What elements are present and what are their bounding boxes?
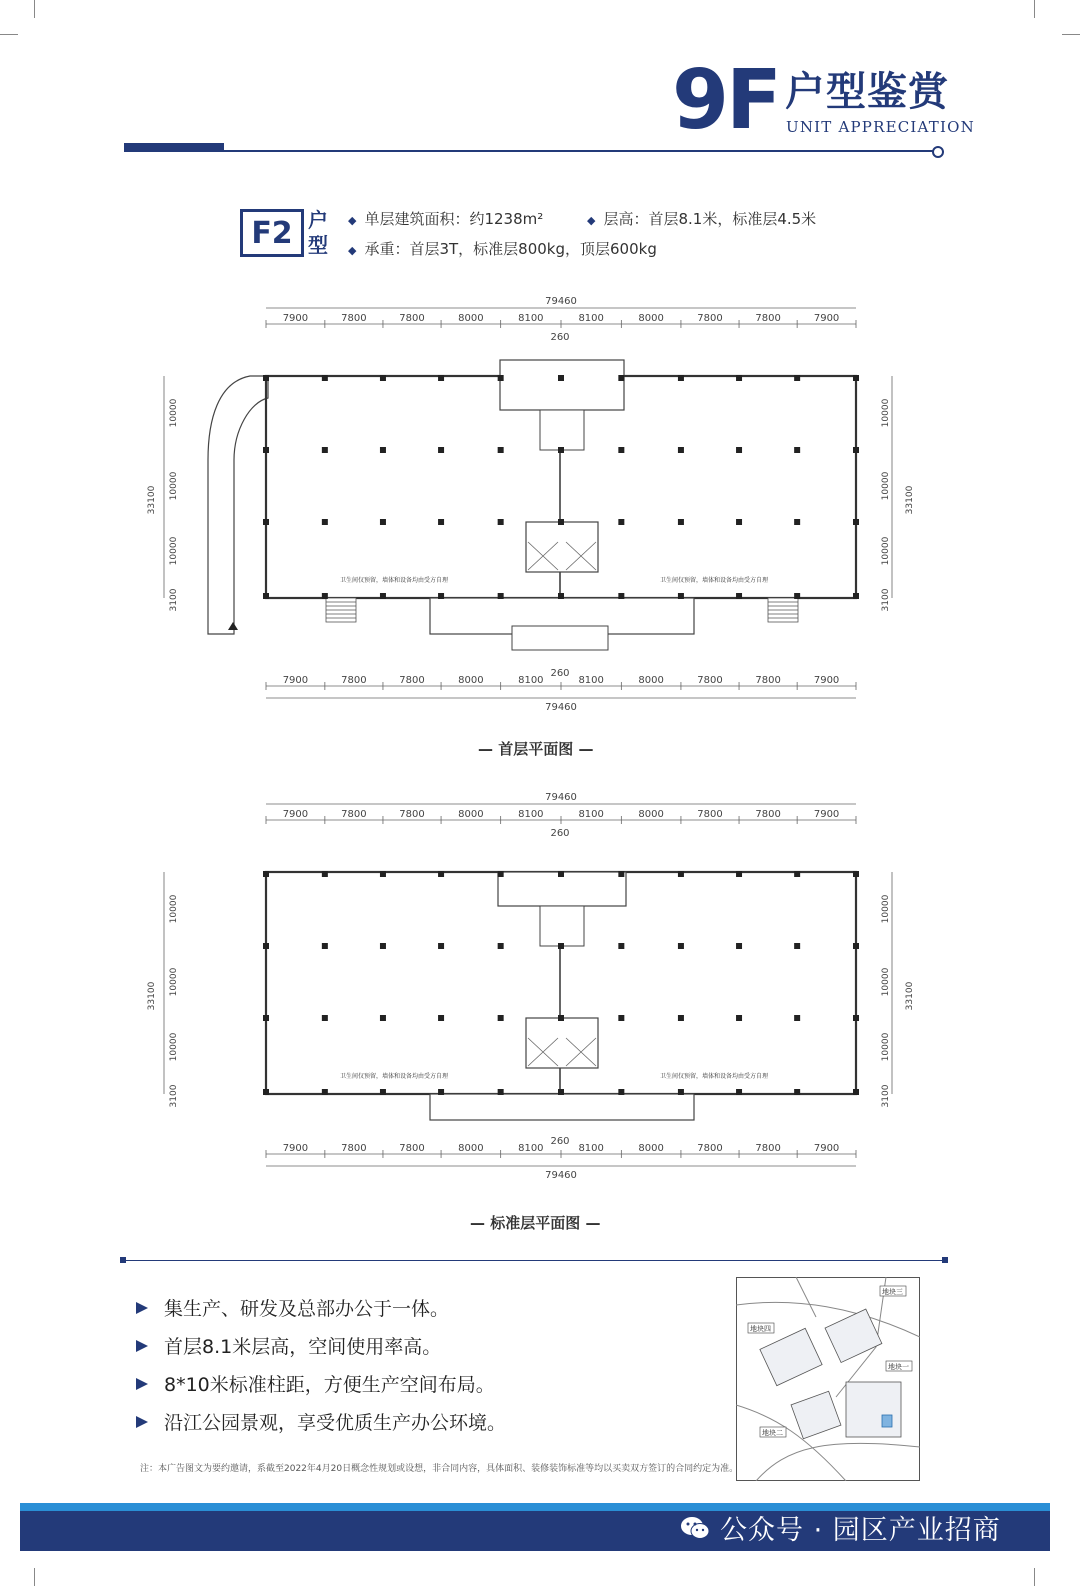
column [438,1089,444,1095]
core-top [498,872,626,906]
dimension-label: 7800 [697,675,723,686]
crop-mark [1062,34,1080,35]
column [558,1015,564,1021]
ground-plan-caption: — 首层平面图 — [478,740,594,758]
triangle-bullet-icon [136,1340,148,1352]
column [794,375,800,381]
gap-label: 260 [550,1136,570,1147]
dimension-label: 7800 [755,313,781,324]
side-dimension-label: 10000 [881,894,891,924]
column [853,871,859,877]
feature-item: 集生产、研发及总部办公于一体。 [136,1294,449,1321]
side-dimension-label: 10000 [881,1032,891,1062]
feature-item: 沿江公园景观，享受优质生产办公环境。 [136,1408,506,1435]
column [794,1089,800,1095]
column [322,943,328,949]
column [794,593,800,599]
column [322,1089,328,1095]
dimension-label: 8000 [458,313,484,324]
wechat-icon [680,1515,710,1541]
column [678,1015,684,1021]
header-rule [224,150,933,152]
column [853,375,859,381]
column [498,1089,504,1095]
crop-mark [1034,0,1035,18]
column [380,943,386,949]
column [618,943,624,949]
column [558,447,564,453]
elevator-top [540,906,584,946]
crop-mark [34,1568,35,1586]
elevator-top [540,410,584,450]
ground-plan-drawing [208,360,859,650]
dimension-label: 7800 [755,1143,781,1154]
gap-label: 260 [550,828,570,839]
column [794,447,800,453]
dimension-label: 8100 [578,675,604,686]
column [736,519,742,525]
total-width-label: 79460 [545,296,577,307]
column [853,519,859,525]
dimension-label: 7800 [697,809,723,820]
column [794,943,800,949]
total-width-label: 79460 [545,792,577,803]
column [736,943,742,949]
column [322,593,328,599]
column [263,375,269,381]
note-left: 卫生间仅预留，墙体和设备均由受方自理 [340,1073,449,1080]
dimension-label: 8100 [518,809,544,820]
column [498,1015,504,1021]
triangle-bullet-icon [136,1378,148,1390]
column [498,943,504,949]
crop-mark [1034,1568,1035,1586]
column [618,1015,624,1021]
crop-mark [34,0,35,18]
column [263,943,269,949]
map-label-plot4: 地块四 [750,1325,771,1333]
column [853,447,859,453]
column [853,943,859,949]
column [498,871,504,877]
floors-title: 9F [672,53,780,148]
column [558,943,564,949]
column [380,375,386,381]
divider-end-square [942,1257,948,1263]
spec-height: ◆ 层高：首层8.1米，标准层4.5米 [587,210,817,228]
dimension-label: 8000 [638,1143,664,1154]
column [794,871,800,877]
dimension-label: 7800 [399,809,425,820]
total-depth-label: 33100 [905,981,915,1011]
dimension-label: 8000 [458,809,484,820]
triangle-bullet-icon [136,1302,148,1314]
column [263,871,269,877]
column [853,1015,859,1021]
unit-code-badge: F2 [240,209,304,257]
side-dimension-label: 10000 [169,536,179,566]
dimension-label: 7800 [399,313,425,324]
map-label-plot3: 地块三 [882,1288,903,1296]
column [736,871,742,877]
crop-mark [0,34,18,35]
column [618,375,624,381]
column [380,519,386,525]
column [736,375,742,381]
total-depth-label: 33100 [905,485,915,515]
header-rule-end-circle [932,146,944,158]
ground-floor-plan [140,290,940,730]
dimension-label: 8000 [458,1143,484,1154]
section-title-cn: 户型鉴赏 [785,69,949,115]
column [794,1015,800,1021]
column [322,447,328,453]
side-dimension-label: 3100 [169,588,179,612]
column [322,1015,328,1021]
total-width-label: 79460 [545,702,577,713]
section-title-en: UNIT APPRECIATION [786,118,975,136]
standard-floor-plan [140,786,940,1206]
dimension-lines [147,792,915,1181]
column [853,593,859,599]
column [498,375,504,381]
column [678,447,684,453]
side-dimension-label: 10000 [169,471,179,501]
footer-watermark: 公众号 · 园区产业招商 [680,1508,1001,1547]
column [380,1089,386,1095]
column [263,1015,269,1021]
column [678,593,684,599]
dimension-label: 7900 [813,809,840,820]
side-dimension-label: 10000 [881,536,891,566]
dimension-label: 7800 [399,1143,425,1154]
column [438,871,444,877]
dimension-label: 7900 [282,675,309,686]
dimension-label: 7900 [282,1143,309,1154]
dimension-label: 8100 [578,1143,604,1154]
column [438,1015,444,1021]
gap-label: 260 [550,668,570,679]
column [322,519,328,525]
column [618,1089,624,1095]
stair-right [768,598,798,622]
dimension-label: 8100 [518,675,544,686]
side-dimension-label: 10000 [169,967,179,997]
map-label-plot2: 地块二 [762,1429,783,1437]
column [380,871,386,877]
side-dimension-label: 10000 [881,967,891,997]
dimension-label: 7900 [813,1143,840,1154]
site-map-frame [737,1278,920,1481]
column [618,593,624,599]
column [618,871,624,877]
dimension-label: 8000 [638,809,664,820]
stair-left [326,598,356,622]
column [618,447,624,453]
column [498,519,504,525]
column [498,447,504,453]
dimension-label: 7800 [341,675,367,686]
column [558,871,564,877]
dimension-label: 7900 [813,675,840,686]
column [380,447,386,453]
highlighted-building [882,1415,892,1427]
side-dimension-label: 10000 [881,398,891,428]
side-dimension-label: 3100 [881,1084,891,1108]
section-divider [124,1260,944,1261]
core-middle [526,1018,598,1068]
column [380,593,386,599]
dimension-label: 7900 [282,809,309,820]
side-dimension-label: 10000 [881,471,891,501]
spec-load: ◆ 承重：首层3T，标准层800kg，顶层600kg [348,240,657,258]
gap-label: 260 [550,332,570,343]
column [438,519,444,525]
standard-plan-caption: — 标准层平面图 — [470,1214,601,1232]
standard-plan-drawing [263,871,859,1120]
ramp-outline [208,376,268,634]
ramp-arrow-icon [228,622,238,630]
dimension-label: 8000 [458,675,484,686]
column [678,1089,684,1095]
triangle-bullet-icon [136,1416,148,1428]
unit-type-label: 户型 [308,208,328,257]
dimension-label: 7800 [341,313,367,324]
column [736,593,742,599]
total-depth-label: 33100 [147,981,157,1011]
column [736,447,742,453]
dimension-label: 7900 [282,313,309,324]
column [618,519,624,525]
column [558,593,564,599]
dimension-label: 8100 [578,809,604,820]
dimension-label: 7800 [697,1143,723,1154]
dimension-label: 7800 [697,313,723,324]
column [438,593,444,599]
note-left: 卫生间仅预留，墙体和设备均由受方自理 [340,577,449,584]
diamond-bullet-icon: ◆ [348,244,357,257]
core-middle [526,522,598,572]
column [558,519,564,525]
core-top [500,360,624,410]
dimension-label: 8000 [638,675,664,686]
dimension-label: 7800 [755,675,781,686]
note-right: 卫生间仅预留，墙体和设备均由受方自理 [660,1073,769,1080]
column [263,1089,269,1095]
dimension-label: 7800 [341,809,367,820]
column [794,519,800,525]
column [678,943,684,949]
column [380,1015,386,1021]
column [678,375,684,381]
side-dimension-label: 10000 [169,1032,179,1062]
column [736,1089,742,1095]
dimension-label: 8100 [518,313,544,324]
column [438,943,444,949]
column [558,375,564,381]
column [736,1015,742,1021]
feature-item: 首层8.1米层高，空间使用率高。 [136,1332,441,1359]
map-label-plot1: 地块一 [888,1363,909,1371]
feature-item: 8*10米标准柱距，方便生产空间布局。 [136,1370,495,1397]
column [263,519,269,525]
dimension-label: 8000 [638,313,664,324]
side-dimension-label: 10000 [169,894,179,924]
column [263,447,269,453]
total-width-label: 79460 [545,1170,577,1181]
dimension-label: 7800 [755,809,781,820]
column [438,375,444,381]
dimension-label: 7800 [399,675,425,686]
lobby-bottom [430,1094,694,1120]
column [678,871,684,877]
total-depth-label: 33100 [147,485,157,515]
column [322,871,328,877]
side-dimension-label: 10000 [169,398,179,428]
column [853,1089,859,1095]
entrance [512,626,608,650]
dimension-label: 7800 [341,1143,367,1154]
dimension-label: 8100 [518,1143,544,1154]
dimension-label: 7900 [813,313,840,324]
side-dimension-label: 3100 [169,1084,179,1108]
spec-area: ◆ 单层建筑面积：约1238m² [348,210,544,228]
diamond-bullet-icon: ◆ [348,214,357,227]
column [438,447,444,453]
column [263,593,269,599]
column [498,593,504,599]
column [558,1089,564,1095]
note-right: 卫生间仅预留，墙体和设备均由受方自理 [660,577,769,584]
disclaimer: 注：本广告图文为要约邀请，系截至2022年4月20日概念性规划或设想，非合同内容，具体面积、装修装饰标准等均以买卖双方签订的合同约定为准。 [140,1464,739,1474]
column [678,519,684,525]
dimension-label: 8100 [578,313,604,324]
column [322,375,328,381]
diamond-bullet-icon: ◆ [587,214,596,227]
site-map [736,1277,920,1481]
side-dimension-label: 3100 [881,588,891,612]
header-rule-accent [124,143,224,152]
